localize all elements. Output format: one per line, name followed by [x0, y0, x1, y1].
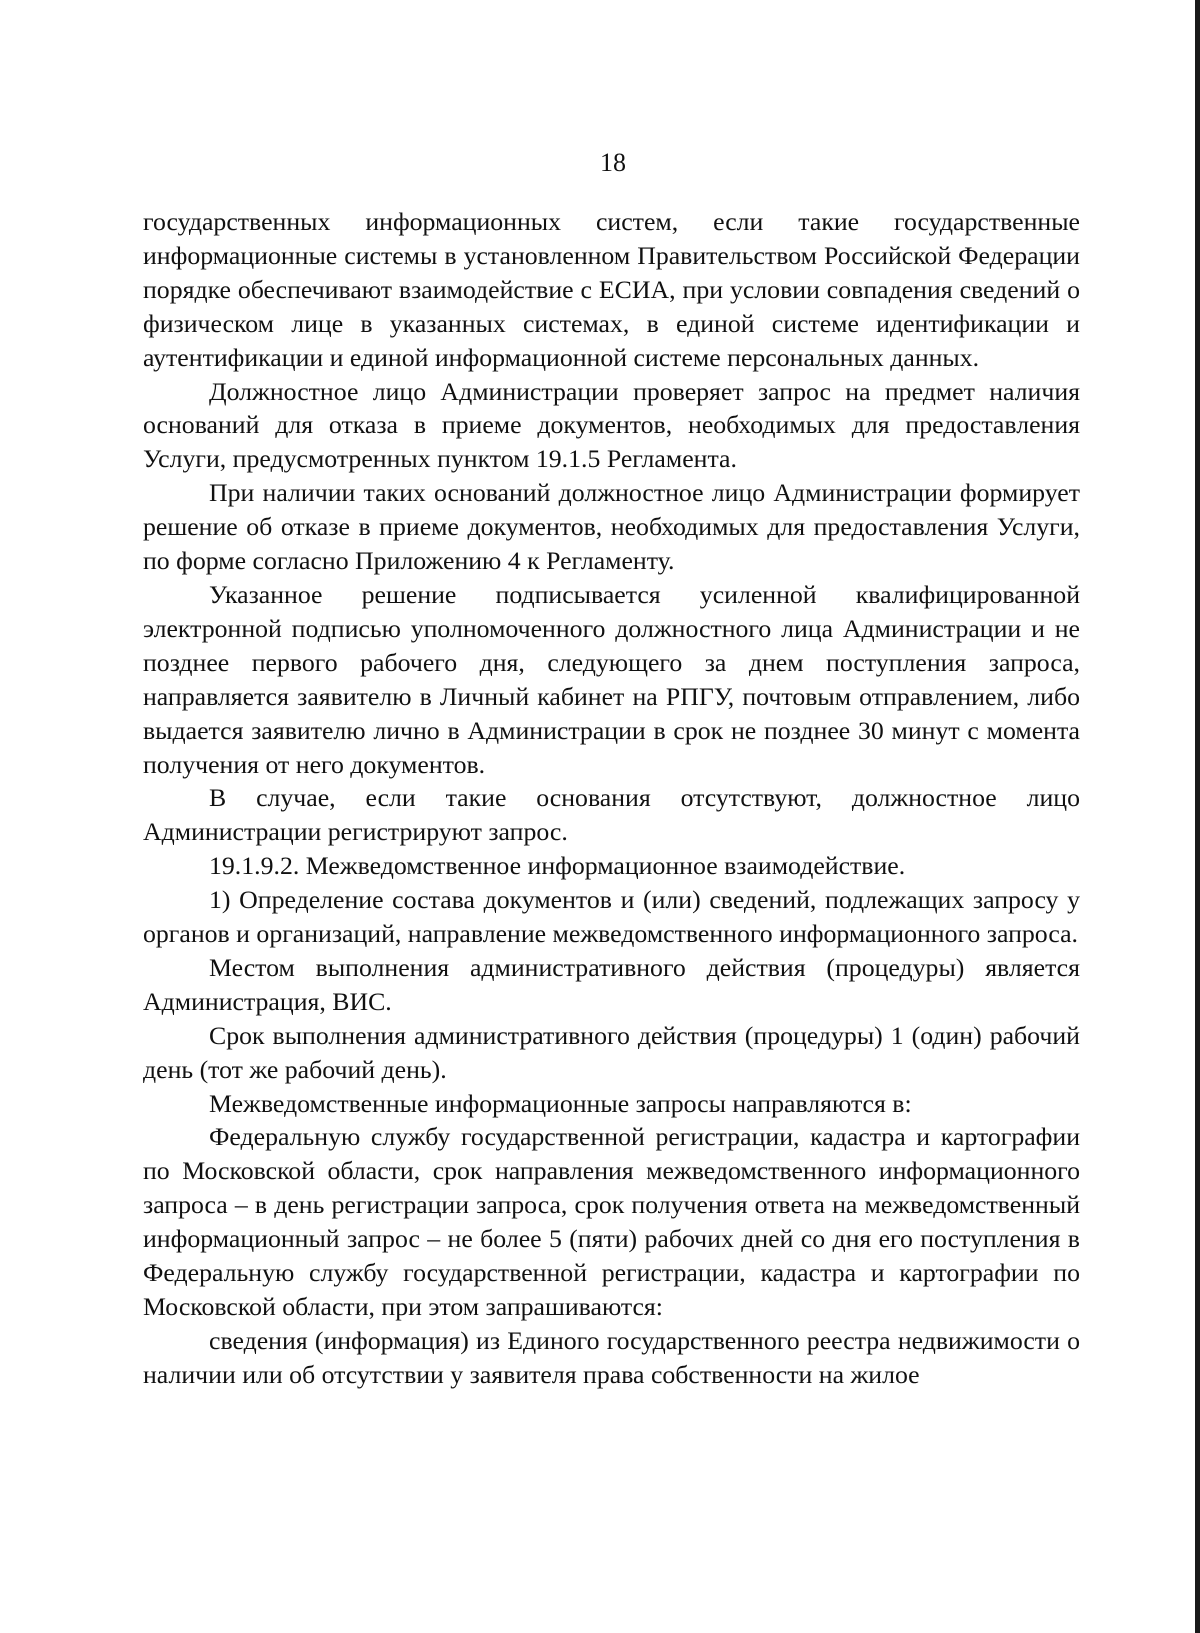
paragraph-execution-term: Срок выполнения административного действия (процедуры) 1 (один) рабочий день (тот же рабочий день). [143, 1020, 1080, 1084]
paragraph-execution-place: Местом выполнения административного действия (процедуры) является Администрация, ВИС. [143, 952, 1080, 1016]
paragraph-esia-continuation: государственных информационных систем, если такие государственные информационные системы в установленном Правительством Российской Федерации порядке обеспечивают взаимодействие с ЕСИА, при условии совпадения сведений о физическом лице в указанных системах, в единой системе идентификации и аутентификации и единой информационной системе персональных данных. [143, 207, 1080, 372]
scan-border-edge [1195, 0, 1200, 1633]
paragraph-request-check: Должностное лицо Администрации проверяет запрос на предмет наличия оснований для отказа в приеме документов, необходимых для предоставления Услуги, предусмотренных пунктом 19.1.5 Регламента. [143, 376, 1080, 474]
paragraph-rosreestr: Федеральную службу государственной регистрации, кадастра и картографии по Московской области, срок направления межведомственного информационного запроса – в день регистрации запроса, срок получения ответа на межведомственный информационный запрос – не более 5 (пяти) рабочих дней со дня его поступления в Федеральную службу государственной регистрации, кадастра и картографии по Московской области, при этом запрашиваются: [143, 1122, 1080, 1321]
section-heading-19-1-9-2: 19.1.9.2. Межведомственное информационное взаимодействие. [209, 851, 906, 881]
paragraph-egrn-info: сведения (информация) из Единого государственного реестра недвижимости о наличии или об отсутствии у заявителя права собственности на жилое [143, 1325, 1080, 1389]
paragraph-refusal-decision: При наличии таких оснований должностное лицо Администрации формирует решение об отказе в приеме документов, необходимых для предоставления Услуги, по форме согласно Приложению 4 к Регламенту. [143, 478, 1080, 576]
paragraph-registration: В случае, если такие основания отсутствуют, должностное лицо Администрации регистрируют запрос. [143, 783, 1080, 847]
paragraph-decision-signing: Указанное решение подписывается усиленной квалифицированной электронной подписью уполномоченного должностного лица Администрации и не позднее первого рабочего дня, следующего за днем поступления запроса, направляется заявителю в Личный кабинет на РПГУ, почтовым отправлением, либо выдается заявителю лично в Администрации в срок не позднее 30 минут с момента получения от него документов. [143, 579, 1080, 779]
paragraph-document-composition: 1) Определение состава документов и (или) сведений, подлежащих запросу у органов и организаций, направление межведомственного информационного запроса. [143, 885, 1080, 949]
document-body [143, 205, 1080, 1392]
page-number: 18 [600, 148, 626, 177]
paragraph-requests-sent-to: Межведомственные информационные запросы направляются в: [209, 1088, 912, 1118]
